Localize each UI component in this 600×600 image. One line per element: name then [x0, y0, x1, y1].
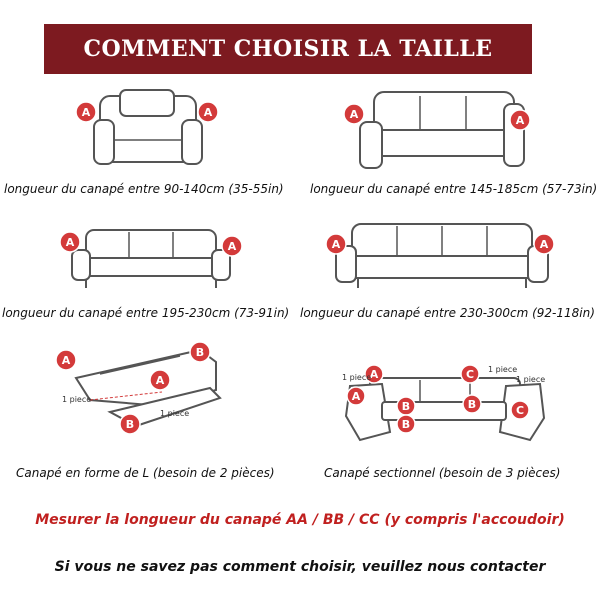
armchair-illustration	[70, 82, 230, 172]
svg-text:C: C	[465, 368, 475, 381]
cushion-icon	[120, 90, 174, 116]
svg-text:B: B	[195, 346, 205, 359]
sofa-3-seater	[56, 222, 246, 294]
svg-text:B: B	[125, 418, 135, 431]
l-sofa-illustration	[50, 340, 230, 440]
title-banner	[44, 24, 532, 74]
svg-text:A: A	[65, 236, 75, 249]
svg-text:B: B	[401, 418, 411, 431]
caption-3: longueur du canapé entre 195-230cm (73-91in)	[2, 306, 290, 320]
piece-label: 1 piece	[516, 375, 546, 384]
svg-text:A: A	[351, 390, 361, 403]
caption-2: longueur du canapé entre 145-185cm (57-73in)	[310, 182, 598, 196]
svg-text:C: C	[515, 404, 525, 417]
svg-text:A: A	[203, 106, 213, 119]
svg-text:A: A	[155, 374, 165, 387]
page-title: COMMENT CHOISIR LA TAILLE	[83, 36, 493, 62]
sofa-l-shape	[50, 340, 230, 440]
svg-text:B: B	[467, 398, 477, 411]
caption-5: Canapé en forme de L (besoin de 2 pièces)	[16, 466, 275, 480]
piece-label: 1 piece	[160, 409, 190, 418]
svg-text:A: A	[227, 240, 237, 253]
caption-6: Canapé sectionnel (besoin de 3 pièces)	[324, 466, 561, 480]
sofa-sectional	[330, 356, 560, 456]
svg-text:A: A	[81, 106, 91, 119]
sectional-sofa-illustration	[330, 356, 560, 456]
svg-text:B: B	[401, 400, 411, 413]
svg-text:A: A	[369, 368, 379, 381]
sofa-armchair	[70, 82, 230, 172]
sofa-loveseat	[340, 84, 540, 176]
piece-label: 1 piece	[488, 365, 518, 374]
svg-text:A: A	[61, 354, 71, 367]
caption-4: longueur du canapé entre 230-300cm (92-118in)	[300, 306, 595, 320]
loveseat-illustration	[340, 84, 540, 176]
sofa-3-seat-illustration	[56, 222, 246, 294]
sofa-4-seater	[322, 216, 562, 296]
piece-label: 1 piece	[62, 395, 92, 404]
svg-text:A: A	[539, 238, 549, 251]
svg-text:A: A	[349, 108, 359, 121]
sofa-4-seat-illustration	[322, 216, 562, 296]
svg-text:A: A	[515, 114, 525, 127]
svg-text:A: A	[331, 238, 341, 251]
piece-label: 1 piece	[342, 373, 372, 382]
contact-note: Si vous ne savez pas comment choisir, veuillez nous contacter	[54, 559, 546, 575]
caption-1: longueur du canapé entre 90-140cm (35-55in)	[4, 182, 284, 196]
measure-instruction: Mesurer la longueur du canapé AA / BB / CC (y compris l'accoudoir)	[35, 512, 565, 528]
